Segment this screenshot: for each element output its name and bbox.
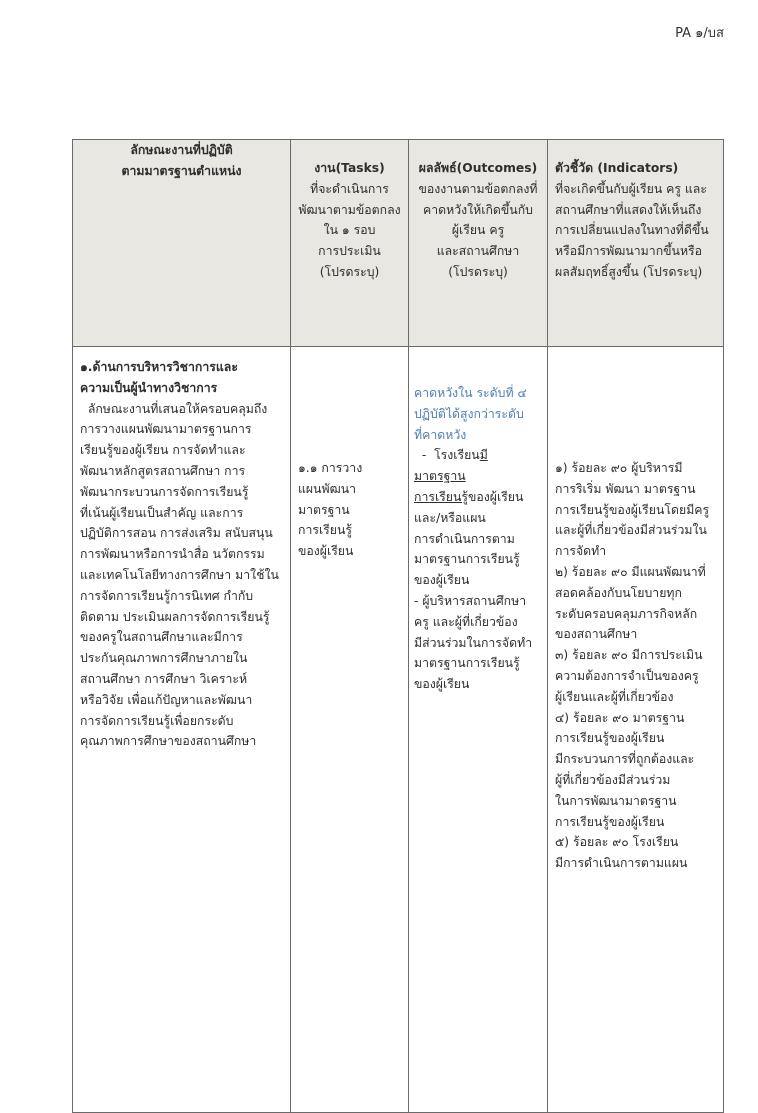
description-line: ลักษณะงานที่เสนอให้ครอบคลุมถึง [80, 401, 268, 416]
header-text: ผลสัมฤทธิ์สูงขึ้น (โปรดระบุ) [555, 264, 703, 279]
task-line: ๑.๑ การวาง [298, 461, 363, 475]
description-line: หรือวิจัย เพื่อแก้ปัญหาและพัฒนา [80, 692, 253, 707]
indicator-line: ระดับครอบคลุมภารกิจหลัก [555, 606, 698, 621]
indicator-line: ๕) ร้อยละ ๙๐ โรงเรียน [555, 835, 679, 850]
indicator-line: การเรียนรู้ของผู้เรียน [555, 814, 665, 829]
outcome-line: - ผู้บริหารสถานศึกษา [414, 593, 527, 608]
indicator-line: ความต้องการจำเป็นของครู [555, 668, 699, 683]
header-title: งาน(Tasks) [314, 161, 385, 175]
header-text: คาดหวังให้เกิดขึ้นกับ [423, 202, 533, 217]
indicator-line: มีการดำเนินการตามแผน [555, 856, 688, 871]
section-heading: ๑.ด้านการบริหารวิชาการและ [80, 360, 238, 374]
indicator-line: ผู้ที่เกี่ยวข้องมีส่วนร่วม [555, 772, 671, 787]
description-line: ประกันคุณภาพการศึกษาภายใน [80, 651, 248, 666]
outcome-line: ของผู้เรียน [414, 573, 470, 588]
table-header-row [73, 140, 724, 347]
header-text: การเปลี่ยนแปลงในทางที่ดีขึ้น [555, 223, 709, 238]
header-text: พัฒนาตามข้อตกลง [298, 202, 401, 217]
indicator-line: สอดคล้องกับนโยบายทุก [555, 585, 682, 600]
indicator-line: และผู้ที่เกี่ยวข้องมีส่วนร่วมใน [555, 523, 707, 538]
task-line: ของผู้เรียน [298, 544, 354, 559]
description-line: และเทคโนโลยีทางการศึกษา มาใช้ใน [80, 567, 279, 582]
header-tasks [291, 140, 409, 347]
description-line: เรียนรู้ของผู้เรียน การจัดทำและ [80, 443, 246, 458]
indicator-line: ๔) ร้อยละ ๙๐ มาตรฐาน [555, 710, 685, 725]
description-line: การจัดการเรียนรู้การนิเทศ กำกับ [80, 588, 254, 603]
indicator-line: มีกระบวนการที่ถูกต้องและ [555, 752, 695, 767]
header-text: ลักษณะงานที่ปฏิบัติ [130, 143, 233, 157]
header-text: ที่จะเกิดขึ้นกับผู้เรียน ครู และ [555, 181, 707, 196]
expected-level-line: ที่คาดหวัง [414, 427, 467, 442]
outcome-line: ของผู้เรียน [414, 677, 470, 692]
outcome-underlined: มาตรฐาน [414, 469, 466, 484]
indicator-line: ของสถานศึกษา [555, 627, 638, 642]
header-title: ผลลัพธ์(Outcomes) [418, 161, 538, 175]
header-text: ที่จะดำเนินการ [310, 181, 389, 196]
header-indicators [548, 140, 724, 347]
indicator-line: ผู้เรียนและผู้ที่เกี่ยวข้อง [555, 689, 674, 704]
outcome-line: มีส่วนร่วมในการจัดทำ [414, 635, 533, 650]
header-text: การประเมิน [318, 244, 381, 259]
description-line: ติดตาม ประเมินผลการจัดการเรียนรู้ [80, 609, 270, 624]
header-text: ของงานตามข้อตกลงที่ [418, 181, 538, 196]
task-cell [291, 347, 409, 1113]
outcome-text: - โรงเรียน [414, 448, 480, 463]
task-line: แผนพัฒนา [298, 481, 357, 496]
description-line: การจัดการเรียนรู้เพื่อยกระดับ [80, 713, 234, 728]
description-line: ปฏิบัติการสอน การส่งเสริม สนับสนุน [80, 526, 273, 541]
indicator-line: การเรียนรู้ของผู้เรียน [555, 731, 665, 746]
outcome-line: ครู และผู้ที่เกี่ยวข้อง [414, 614, 518, 629]
outcome-line: และ/หรือแผน [414, 510, 486, 525]
header-text: และสถานศึกษา [436, 244, 520, 259]
description-line: พัฒนาหลักสูตรสถานศึกษา การ [80, 463, 246, 478]
header-job-characteristics [73, 140, 291, 347]
indicator-line: การริเริ่ม พัฒนา มาตรฐาน [555, 481, 696, 496]
section-heading: ความเป็นผู้นำทางวิชาการ [80, 380, 218, 395]
performance-agreement-table [72, 139, 724, 1113]
header-title: ตัวชี้วัด (Indicators) [555, 161, 679, 175]
header-text: หรือมีการพัฒนามากขึ้นหรือ [555, 244, 703, 259]
indicator-line: การเรียนรู้ของผู้เรียนโดยมีครู [555, 502, 710, 517]
header-outcomes [409, 140, 548, 347]
header-text: (โปรดระบุ) [319, 264, 380, 279]
outcome-underlined: การเรียนรู้ [414, 489, 468, 504]
description-line: การวางแผนพัฒนามาตรฐานการ [80, 422, 252, 437]
indicator-line: ๑) ร้อยละ ๙๐ ผู้บริหารมี [555, 461, 683, 475]
outcome-line: มาตรฐานการเรียนรู้ [414, 656, 520, 671]
description-line: สถานศึกษา การศึกษา วิเคราะห์ [80, 671, 248, 686]
expected-level-line: ปฏิบัติได้สูงกว่าระดับ [414, 406, 524, 421]
description-line: การพัฒนาหรือการนำสื่อ นวัตกรรม [80, 547, 265, 562]
header-text: (โปรดระบุ) [448, 264, 508, 279]
outcome-line: การดำเนินการตาม [414, 531, 515, 546]
outcome-line: มาตรฐานการเรียนรู้ [414, 552, 520, 567]
header-text: ใน ๑ รอบ [323, 223, 376, 238]
outcome-text: ของผู้เรียน [467, 489, 524, 504]
description-line: ที่เน้นผู้เรียนเป็นสำคัญ และการ [80, 505, 244, 520]
header-text: ผู้เรียน ครู [451, 223, 505, 238]
indicator-line: การจัดทำ [555, 544, 607, 559]
page-code: PA ๑/บส [675, 26, 724, 41]
task-line: การเรียนรู้ [298, 523, 352, 538]
indicator-line: ๓) ร้อยละ ๙๐ มีการประเมิน [555, 648, 703, 663]
indicator-cell [548, 347, 724, 1113]
description-line: ของครูในสถานศึกษาและมีการ [80, 630, 243, 645]
task-line: มาตรฐาน [298, 502, 350, 517]
indicator-line: ในการพัฒนามาตรฐาน [555, 793, 677, 808]
outcome-cell [409, 347, 548, 1113]
outcome-line [414, 487, 544, 508]
header-text: ตามมาตรฐานตำแหน่ง [121, 163, 242, 178]
header-text: สถานศึกษาที่แสดงให้เห็นถึง [555, 202, 702, 217]
table-row [73, 347, 724, 1113]
outcome-line [414, 445, 544, 466]
job-characteristics-cell [73, 347, 291, 1113]
description-line: คุณภาพการศึกษาของสถานศึกษา [80, 734, 257, 749]
description-line: พัฒนากระบวนการจัดการเรียนรู้ [80, 484, 249, 499]
expected-level-line: คาดหวังใน ระดับที่ ๔ [414, 386, 527, 400]
outcome-underlined: มี [479, 448, 488, 463]
indicator-line: ๒) ร้อยละ ๙๐ มีแผนพัฒนาที่ [555, 564, 706, 579]
